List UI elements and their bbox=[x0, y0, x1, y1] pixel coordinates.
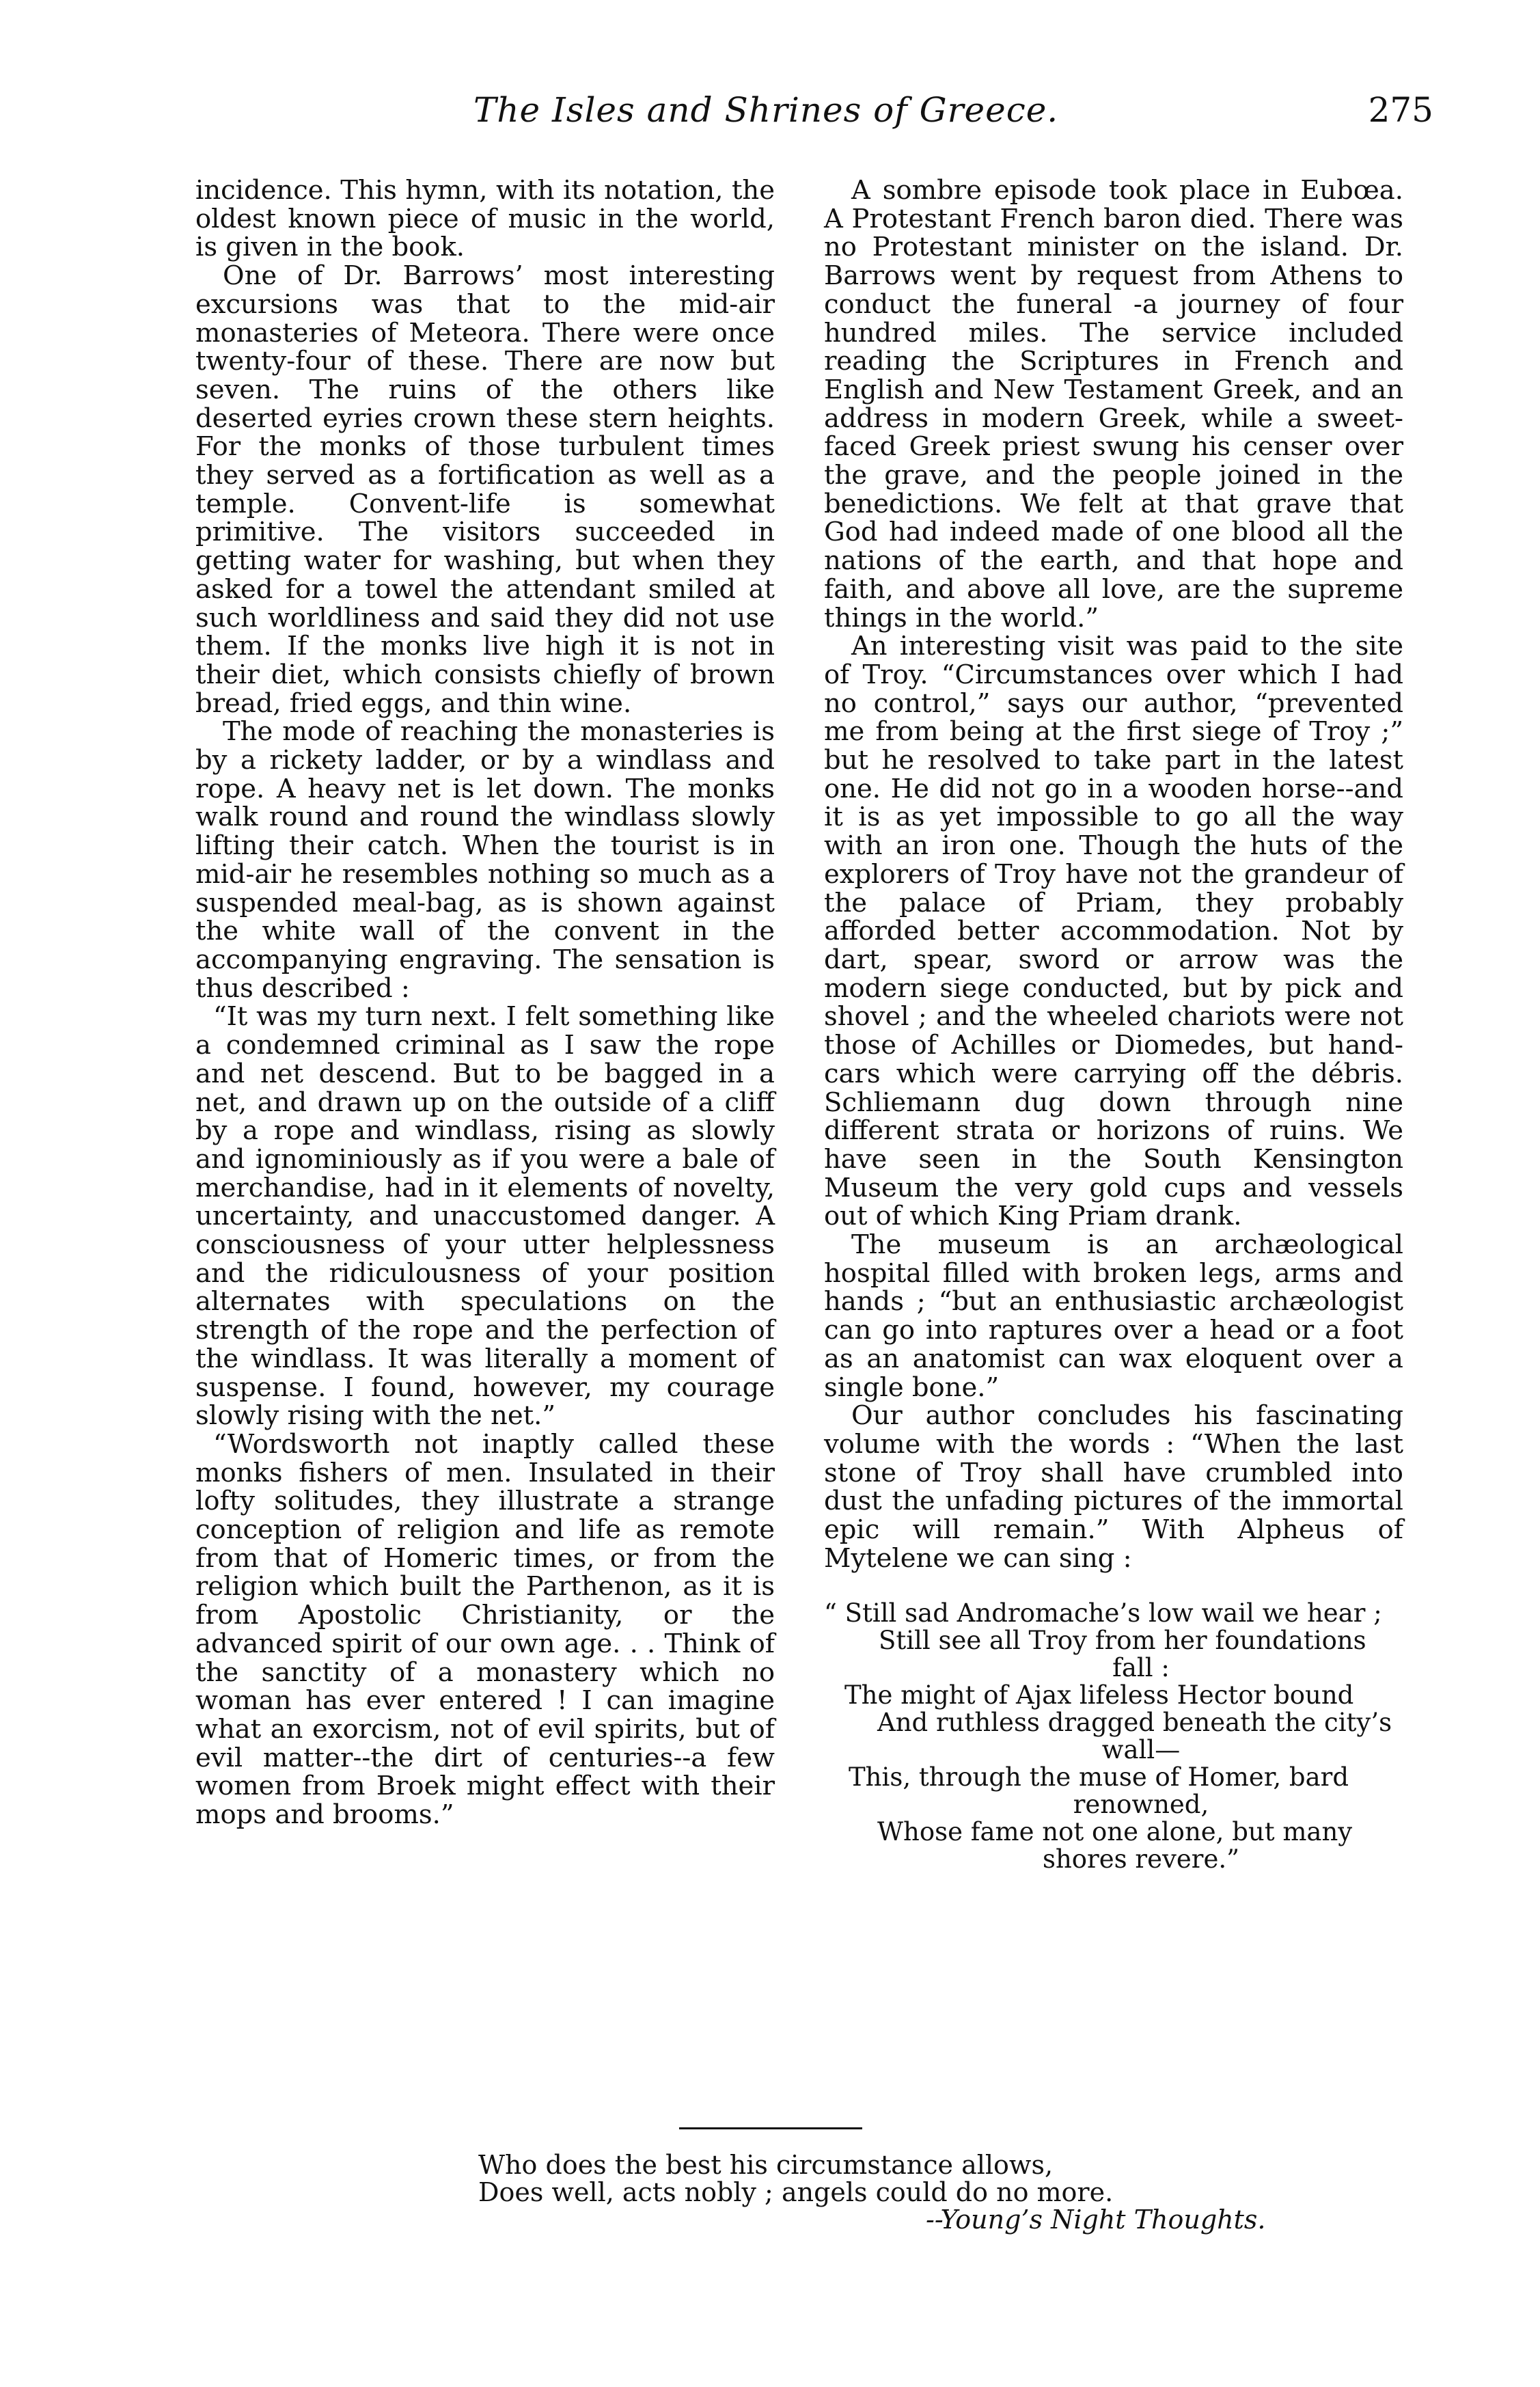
poem-line-continuation: fall : bbox=[1112, 1653, 1170, 1683]
poem-line: Still see all Troy from her foundations bbox=[879, 1626, 1366, 1656]
page-number: 275 bbox=[1368, 90, 1433, 130]
epigraph-line: Does well, acts nobly ; angels could do no more. bbox=[478, 2177, 1114, 2207]
poem-quotation bbox=[824, 1600, 1403, 1873]
poem-line: And ruthless dragged beneath the city’s bbox=[877, 1708, 1392, 1738]
left-column bbox=[195, 176, 775, 1829]
section-divider bbox=[679, 2127, 862, 2129]
epigraph-line: Who does the best his circumstance allows, bbox=[478, 2150, 1054, 2180]
poem-line-continuation: wall— bbox=[1101, 1735, 1181, 1765]
paragraph: incidence. This hymn, with its notation, the oldest known piece of music in the world, is given in the book. bbox=[195, 175, 775, 263]
right-column bbox=[824, 176, 1403, 1873]
paragraph: Our author concludes his fascinating volume with the words : “When the last stone of Troy shall have crumbled into dust the unfading pictures of the immortal epic will remain.” With Alpheus of Mytelene we can sing : bbox=[824, 1400, 1403, 1574]
running-title: The Isles and Shrines of Greece. bbox=[473, 90, 1059, 130]
paragraph: The museum is an archæological hospital filled with broken legs, arms and hands ; “but an enthusiastic archæologist can go into raptures over a head or a foot as an anatomist can wax eloquent over a single bone.” bbox=[824, 1229, 1403, 1403]
poem-line: “ Still sad Andromache’s low wail we hear ; bbox=[824, 1598, 1382, 1628]
poem-line-continuation: shores revere.” bbox=[1042, 1844, 1240, 1874]
running-header bbox=[197, 90, 1433, 145]
epigraph-attribution: --Young’s Night Thoughts. bbox=[926, 2205, 1266, 2235]
epigraph bbox=[478, 2151, 1380, 2233]
quoted-paragraph: “Wordsworth not inaptly called these monks fishers of men. Insulated in their lofty solitudes, they illustrate a strange conception of religion and life as remote from that of Homeric times, or from the religion which built the Parthenon, as it is from Apostolic Christianity, or the advanced spirit of our own age. . . Think of the sanctity of a monastery which no woman has ever entered ! I can imagine what an exorcism, not of evil spirits, but of evil matter--the dirt of centuries--a few women from Broek might effect with their mops and brooms.” bbox=[195, 1428, 775, 1831]
paragraph: An interesting visit was paid to the site of Troy. “Circumstances over which I had no control,” says our author, “prevented me from being at the first siege of Troy ;” but he resolved to take part in the latest one. He did not go in a wooden horse--and it is as yet impossible to go all the way with an iron one. Though the huts of the explorers of Troy have not the grandeur of the palace of Priam, they probably afforded better accommodation. Not by dart, spear, sword or arrow was the modern siege conducted, but by pick and shovel ; and the wheeled chariots were not those of Achilles or Diomedes, but hand-cars which were carrying off the débris. Schliemann dug down through nine different strata or horizons of ruins. We have seen in the South Kensington Museum the very gold cups and vessels out of which King Priam drank. bbox=[824, 631, 1403, 1232]
poem-line: This, through the muse of Homer, bard bbox=[849, 1762, 1349, 1792]
quoted-paragraph: “It was my turn next. I felt something like a condemned criminal as I saw the rope and net descend. But to be bagged in a net, and drawn up on the outside of a cliff by a rope and windlass, rising as slowly and ignominiously as if you were a bale of merchandise, had in it elements of novelty, uncertainty, and unaccustomed danger. A consciousness of your utter helplessness and the ridiculousness of your position alternates with speculations on the strength of the rope and the perfection of the windlass. It was literally a moment of suspense. I found, however, my courage slowly rising with the net.” bbox=[195, 1001, 775, 1432]
paragraph: One of Dr. Barrows’ most interesting excursions was that to the mid-air monasteries of Meteora. There were once twenty-four of these. There are now but seven. The ruins of the others like deserted eyries crown these stern heights. For the monks of those turbulent times they served as a fortification as well as a temple. Convent-life is somewhat primitive. The visitors succeeded in getting water for washing, but when they asked for a towel the attendant smiled at such worldliness and said they did not use them. If the monks live high it is not in their diet, which consists chiefly of brown bread, fried eggs, and thin wine. bbox=[195, 260, 775, 719]
paragraph: A sombre episode took place in Eubœa. A Protestant French baron died. There was no Protestant minister on the island. Dr. Barrows went by request from Athens to conduct the funeral -a journey of four hundred miles. The service included reading the Scriptures in French and English and New Testament Greek, and an address in modern Greek, while a sweet-faced Greek priest swung his censer over the grave, and the people joined in the benedictions. We felt at that grave that God had indeed made of one blood all the nations of the earth, and that hope and faith, and above all love, are the supreme things in the world.” bbox=[824, 175, 1403, 633]
poem-line: Whose fame not one alone, but many bbox=[877, 1817, 1353, 1847]
poem-line-continuation: renowned, bbox=[1073, 1790, 1209, 1820]
paragraph: The mode of reaching the monasteries is by a rickety ladder, or by a windlass and rope. A heavy net is let down. The monks walk round and round the windlass slowly lifting their catch. When the tourist is in mid-air he resembles nothing so much as a suspended meal-bag, as is shown against the white wall of the convent in the accompanying engraving. The sensation is thus described : bbox=[195, 716, 775, 1004]
poem-line: The might of Ajax lifeless Hector bound bbox=[844, 1680, 1354, 1710]
